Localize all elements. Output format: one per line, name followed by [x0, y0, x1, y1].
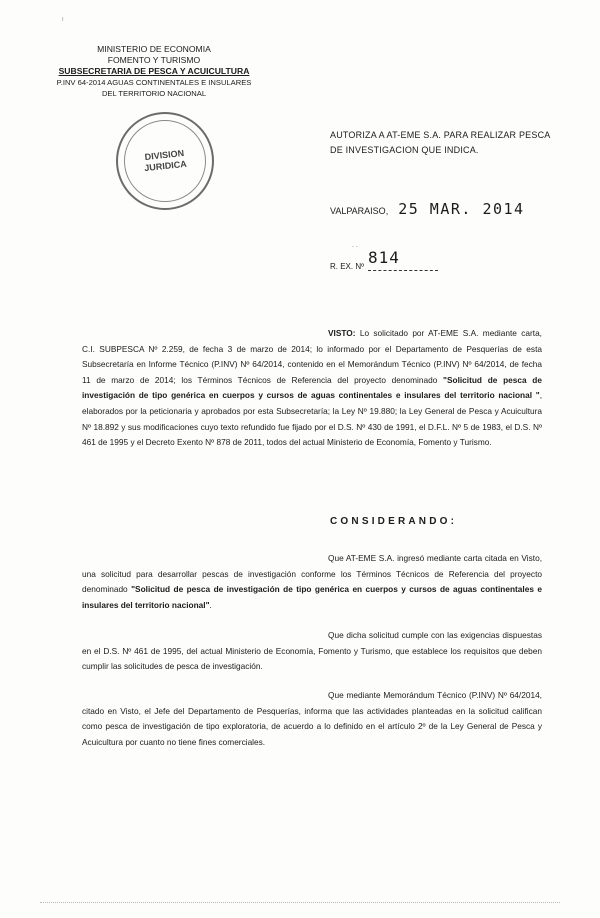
header-pinv: P.INV 64-2014 AGUAS CONTINENTALES E INSULARES	[56, 78, 252, 87]
stamp-line-2: JURIDICA	[143, 158, 188, 174]
para1-text-1: Que AT-EME S.A. ingresó mediante carta citada en Visto, una solicitud para desarrollar pescas de investigación conforme los Términos Técnicos de Referencia del proyecto denominado	[82, 553, 542, 595]
para1-text-2: .	[209, 599, 212, 610]
para2-text: Que dicha solicitud cumple con las exigencias dispuestas en el D.S. Nº 461 de 1995, del actual Ministerio de Economía, Fomento y Turismo, que establece los requisitos que deben cumplir las solicitudes de pesca de investigación.	[82, 630, 542, 672]
marks: . .	[352, 242, 358, 249]
considerando-paragraph-3	[82, 688, 542, 750]
considerando-paragraph-1	[82, 551, 542, 613]
scan-footer-rule	[40, 902, 560, 903]
visto-text-1: Lo solicitado por AT-EME S.A. mediante carta, C.I. SUBPESCA Nº 2.259, de fecha 3 de marzo de 2014; lo informado por el Departamento de Pesquerías de esta Subsecretaría en Informe Técnico (P.INV) Nº 64/2014, contenido en el Memorándum Técnico (P.INV) Nº 64/2014, de fecha 11 de marzo de 2014; los Términos Técnicos de Referencia del proyecto denominado	[82, 328, 542, 385]
para1-project-title: "Solicitud de pesca de investigación de tipo genérica en cuerpos y cursos de aguas continentales e insulares del territorio nacional"	[82, 584, 542, 610]
subject-line: AUTORIZA A AT-EME S.A. PARA REALIZAR PESCA DE INVESTIGACION QUE INDICA.	[330, 130, 550, 155]
place: VALPARAISO,	[330, 206, 389, 216]
para3-text: Que mediante Memorándum Técnico (P.INV) Nº 64/2014, citado en Visto, el Jefe del Departamento de Pesquerías, informa que las actividades planteadas en la solicitud califican como pesca de investigación de tipo exploratoria, de acuerdo a lo definido en el artículo 2º de la Ley General de Pesca y Acuicultura por cuanto no tiene fines comerciales.	[82, 690, 542, 747]
ministry-header	[56, 44, 252, 99]
resolution-number	[330, 248, 438, 271]
division-juridica-stamp	[116, 112, 214, 210]
date: 25 MAR. 2014	[398, 200, 525, 218]
visto-project-title: "Solicitud de pesca de investigación de tipo genérica en cuerpos y cursos de aguas continentales e insulares del territorio nacional "	[82, 374, 542, 401]
visto-paragraph	[82, 326, 542, 451]
stamp-line-1: DIVISION	[144, 147, 185, 163]
considerando-paragraph-2	[82, 628, 542, 675]
place-date	[330, 200, 525, 218]
header-territorio: DEL TERRITORIO NACIONAL	[101, 89, 207, 98]
visto-lead: VISTO:	[328, 328, 356, 338]
header-ministry: MINISTERIO DE ECONOMIA	[97, 44, 211, 54]
considerando-heading: CONSIDERANDO:	[330, 516, 458, 527]
scan-mark: ι	[62, 16, 65, 23]
rex-label: R. EX. Nº	[330, 262, 365, 271]
header-subsecretaria: SUBSECRETARIA DE PESCA Y ACUICULTURA	[58, 66, 250, 76]
rex-underline	[368, 270, 438, 271]
visto-text-2: , elaborados por la peticionaria y aprobados por esta Subsecretaría; la Ley Nº 19.880; la Ley General de Pesca y Acuicultura Nº 18.892 y sus modificaciones cuyo texto refundido fue fijado por el D.S. Nº 430 de 1991, el D.F.L. Nº 5 de 1983, el D.S. Nº 461 de 1995 y el Decreto Exento Nº 878 de 2011, todos del actual Ministerio de Economía, Fomento y Turismo.	[82, 390, 542, 448]
header-fomento: FOMENTO Y TURISMO	[107, 55, 201, 65]
rex-number: 814	[368, 248, 400, 267]
